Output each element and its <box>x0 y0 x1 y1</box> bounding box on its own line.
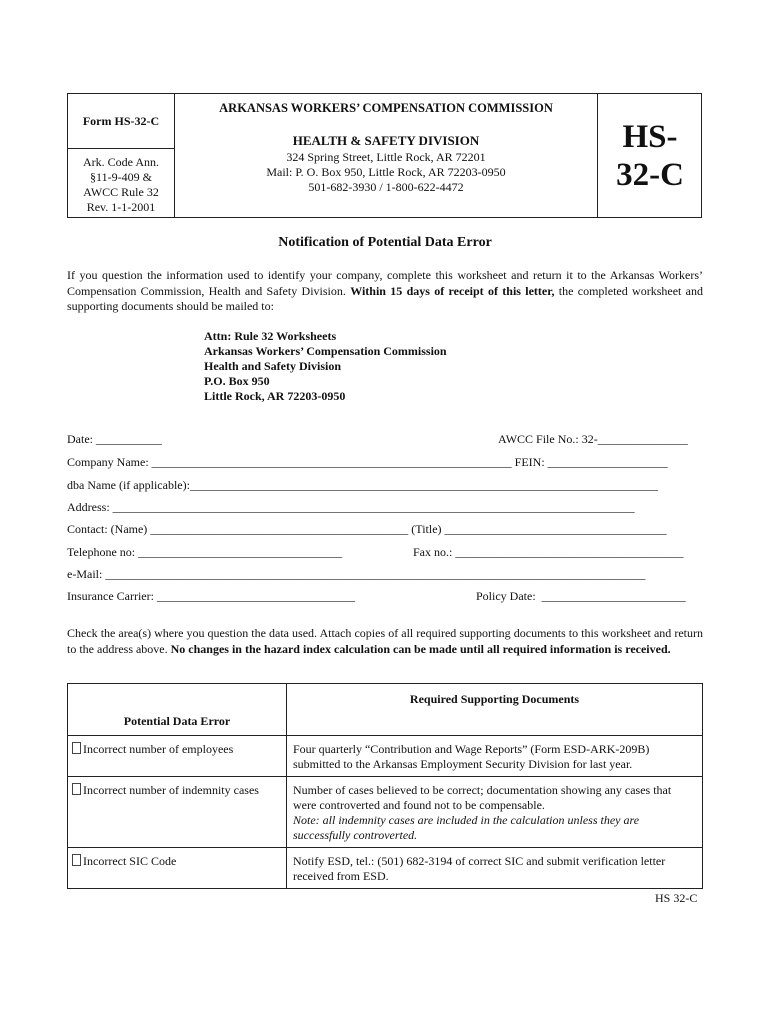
checkbox[interactable] <box>72 783 81 795</box>
form-code-big <box>597 94 702 217</box>
column-header-docs: Required Supporting Documents <box>287 684 703 736</box>
page-title: Notification of Potential Data Error <box>278 235 492 250</box>
footer-form-code: HS 32-C <box>655 891 698 905</box>
insurance-carrier-field[interactable]: Insurance Carrier: _________________________________ <box>67 589 355 603</box>
mail-line: P.O. Box 950 <box>204 374 270 388</box>
check-warning: No changes in the hazard index calculation can be made until all required information is received. <box>170 641 671 656</box>
awcc-file-number-field[interactable]: AWCC File No.: 32-_______________ <box>498 432 688 446</box>
mail-line: Arkansas Workers’ Compensation Commission <box>204 344 447 358</box>
intro-text-end: the completed worksheet and supporting documents should be mailed to: <box>67 283 703 313</box>
docs-text: Number of cases believed to be correct; documentation showing any cases that were controverted and found not to be compensable. <box>293 783 672 812</box>
docs-cell <box>287 736 703 777</box>
company-name-field[interactable]: Company Name: ____________________________________________________________ FEIN: ____________________ <box>67 455 668 469</box>
docs-cell <box>287 777 703 848</box>
error-cell[interactable] <box>68 777 287 848</box>
email-field[interactable]: e-Mail: __________________________________________________________________________________________ <box>67 567 646 581</box>
code-reference <box>68 149 174 217</box>
intro-paragraph <box>67 268 703 315</box>
error-cell[interactable] <box>68 848 287 889</box>
code-line: §11-9-409 & <box>90 170 152 184</box>
intro-deadline: Within 15 days of receipt of this letter, <box>350 283 555 298</box>
error-label: Incorrect SIC Code <box>83 854 177 868</box>
fax-field[interactable]: Fax no.: ______________________________________ <box>413 545 684 559</box>
form-code-line: 32-C <box>616 156 684 193</box>
error-label: Incorrect number of employees <box>83 742 234 756</box>
table-row <box>68 736 703 777</box>
telephone-field[interactable]: Telephone no: __________________________________ <box>67 545 343 559</box>
error-label: Incorrect number of indemnity cases <box>83 783 259 797</box>
docs-text: Notify ESD, tel.: (501) 682-3194 of correct SIC and submit verification letter received from ESD. <box>293 854 666 883</box>
docs-text: Four quarterly “Contribution and Wage Reports” (Form ESD-ARK-209B) submitted to the Arkansas Employment Security Division for last year. <box>293 742 650 771</box>
form-code-line: HS- <box>622 118 678 155</box>
check-text: Check the area(s) where you question the data used. Attach copies of all required supporting documents to this worksheet and return to the address above. <box>67 626 703 656</box>
data-error-table <box>67 683 703 889</box>
division-name: HEALTH & SAFETY DIVISION <box>292 133 480 148</box>
table-row <box>68 848 703 889</box>
mail-line: Attn: Rule 32 Worksheets <box>204 329 337 343</box>
policy-date-field[interactable]: Policy Date: ________________________ <box>476 589 686 603</box>
mail-line: Little Rock, AR 72203-0950 <box>204 389 346 403</box>
date-field[interactable]: Date: ___________ <box>67 432 162 446</box>
check-instructions <box>67 626 703 657</box>
checkbox[interactable] <box>72 854 81 866</box>
address-field[interactable]: Address: _______________________________________________________________________________________ <box>67 500 635 514</box>
checkbox[interactable] <box>72 742 81 754</box>
dba-name-field[interactable]: dba Name (if applicable):______________________________________________________________________________ <box>67 478 658 492</box>
table-row <box>68 777 703 848</box>
error-cell[interactable] <box>68 736 287 777</box>
commission-name: ARKANSAS WORKERS’ COMPENSATION COMMISSION <box>219 101 553 115</box>
phone-numbers: 501-682-3930 / 1-800-622-4472 <box>308 180 464 194</box>
code-line: Ark. Code Ann. <box>83 155 159 169</box>
form-header <box>67 93 702 218</box>
mail-address: Mail: P. O. Box 950, Little Rock, AR 72203-0950 <box>266 165 506 179</box>
form-label: Form HS-32-C <box>68 94 174 149</box>
code-line: AWCC Rule 32 <box>83 185 159 199</box>
intro-text: If you question the information used to identify your company, complete this worksheet and return it to the Arkansas Workers’ Compensation Commission, Health and Safety Division. <box>67 268 703 298</box>
table-header-row <box>68 684 703 736</box>
mail-line: Health and Safety Division <box>204 359 342 373</box>
mailing-address-block <box>204 329 447 404</box>
column-header-error: Potential Data Error <box>68 684 287 736</box>
header-center <box>175 94 597 217</box>
docs-cell <box>287 848 703 889</box>
header-left-panel <box>68 94 175 217</box>
division-address <box>175 150 597 195</box>
docs-note: Note: all indemnity cases are included in the calculation unless they are successfully controverted. <box>293 813 640 842</box>
code-line: Rev. 1-1-2001 <box>86 200 156 214</box>
contact-field[interactable]: Contact: (Name) ___________________________________________ (Title) _____________________________________ <box>67 522 667 536</box>
street-address: 324 Spring Street, Little Rock, AR 72201 <box>286 150 486 164</box>
